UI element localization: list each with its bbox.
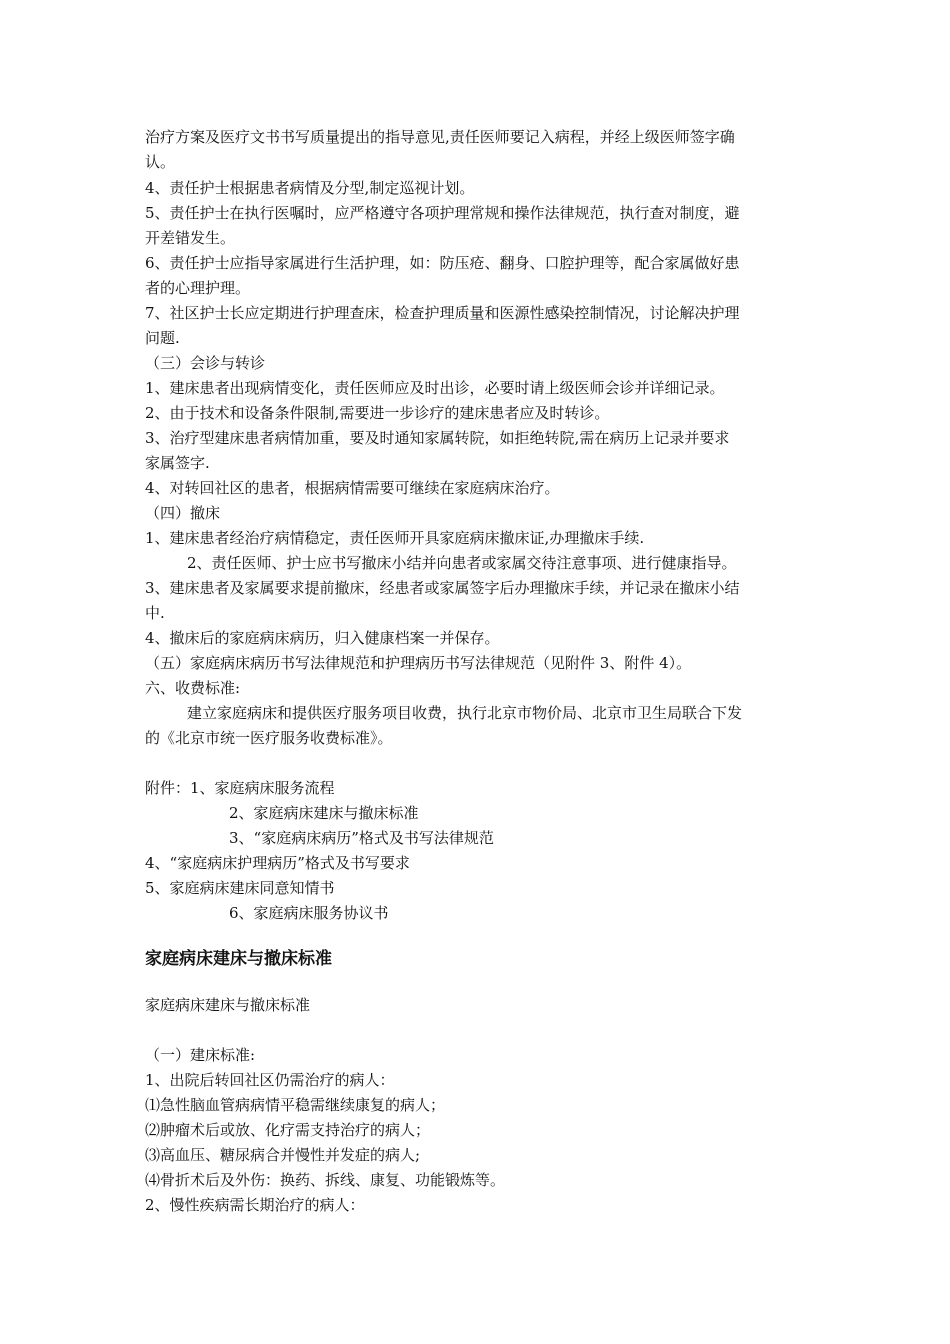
line-3: 4、责任护士根据患者病情及分型,制定巡视计划。 bbox=[145, 179, 475, 197]
section-heading-consultation: （三）会诊与转诊 bbox=[145, 354, 266, 372]
line-2: 认。 bbox=[145, 153, 176, 171]
line-b2: 1、出院后转回社区仍需治疗的病人： bbox=[145, 1071, 395, 1089]
line-14: 家属签字. bbox=[145, 454, 210, 472]
section-subtitle: 家庭病床建床与撤床标准 bbox=[145, 996, 311, 1014]
attachment-line-5: 5、家庭病床建床同意知情书 bbox=[145, 879, 335, 897]
line-22: （五）家庭病床病历书写法律规范和护理病历书写法律规范（见附件 3、附件 4）。 bbox=[145, 654, 692, 672]
attachment-line-4: 4、“家庭病床护理病历”格式及书写要求 bbox=[145, 854, 410, 872]
section-heading-withdrawal: （四）撤床 bbox=[145, 504, 221, 522]
attachment-line-6: 6、家庭病床服务协议书 bbox=[229, 904, 389, 922]
line-25: 的《北京市统一医疗服务收费标准》。 bbox=[145, 729, 393, 747]
line-21: 4、撤床后的家庭病床病历，归入健康档案一并保存。 bbox=[145, 629, 500, 647]
section-heading-fees: 六、收费标准: bbox=[145, 679, 241, 697]
line-20: 中. bbox=[145, 604, 165, 622]
line-24: 建立家庭病床和提供医疗服务项目收费，执行北京市物价局、北京市卫生局联合下发 bbox=[187, 704, 743, 722]
line-15: 4、对转回社区的患者，根据病情需要可继续在家庭病床治疗。 bbox=[145, 479, 560, 497]
line-8: 7、社区护士长应定期进行护理查床，检查护理质量和医源性感染控制情况，讨论解决护理 bbox=[145, 304, 740, 322]
line-b1: （一）建床标准: bbox=[145, 1046, 256, 1064]
line-17: 1、建床患者经治疗病情稳定，责任医师开具家庭病床撤床证,办理撤床手续. bbox=[145, 529, 645, 547]
line-b7: 2、慢性疾病需长期治疗的病人： bbox=[145, 1196, 365, 1214]
line-b5: ⑶高血压、糖尿病合并慢性并发症的病人; bbox=[145, 1146, 421, 1164]
line-5: 开差错发生。 bbox=[145, 229, 236, 247]
attachment-line-2: 2、家庭病床建床与撤床标准 bbox=[229, 804, 419, 822]
attachment-line-1: 附件：1、家庭病床服务流程 bbox=[145, 779, 335, 797]
section-title: 家庭病床建床与撤床标准 bbox=[145, 949, 332, 969]
attachment-line-3: 3、“家庭病床病历”格式及书写法律规范 bbox=[229, 829, 494, 847]
line-12: 2、由于技术和设备条件限制,需要进一步诊疗的建床患者应及时转诊。 bbox=[145, 404, 610, 422]
line-b3: ⑴急性脑血管病病情平稳需继续康复的病人； bbox=[145, 1096, 446, 1114]
line-b6: ⑷骨折术后及外伤：换药、拆线、康复、功能锻炼等。 bbox=[145, 1171, 506, 1189]
line-b4: ⑵肿瘤术后或放、化疗需支持治疗的病人； bbox=[145, 1121, 431, 1139]
line-13: 3、治疗型建床患者病情加重，要及时通知家属转院，如拒绝转院,需在病历上记录并要求 bbox=[145, 429, 730, 447]
line-7: 者的心理护理。 bbox=[145, 279, 251, 297]
line-1: 治疗方案及医疗文书书写质量提出的指导意见,责任医师要记入病程，并经上级医师签字确 bbox=[145, 128, 735, 146]
line-18: 2、责任医师、护士应书写撤床小结并向患者或家属交待注意事项、进行健康指导。 bbox=[187, 554, 737, 572]
line-19: 3、建床患者及家属要求提前撤床，经患者或家属签字后办理撤床手续，并记录在撤床小结 bbox=[145, 579, 740, 597]
line-11: 1、建床患者出现病情变化，责任医师应及时出诊，必要时请上级医师会诊并详细记录。 bbox=[145, 379, 725, 397]
line-6: 6、责任护士应指导家属进行生活护理，如：防压疮、翻身、口腔护理等，配合家属做好患 bbox=[145, 254, 740, 272]
line-9: 问题. bbox=[145, 329, 180, 347]
line-4: 5、责任护士在执行医嘱时，应严格遵守各项护理常规和操作法律规范，执行查对制度，避 bbox=[145, 204, 740, 222]
